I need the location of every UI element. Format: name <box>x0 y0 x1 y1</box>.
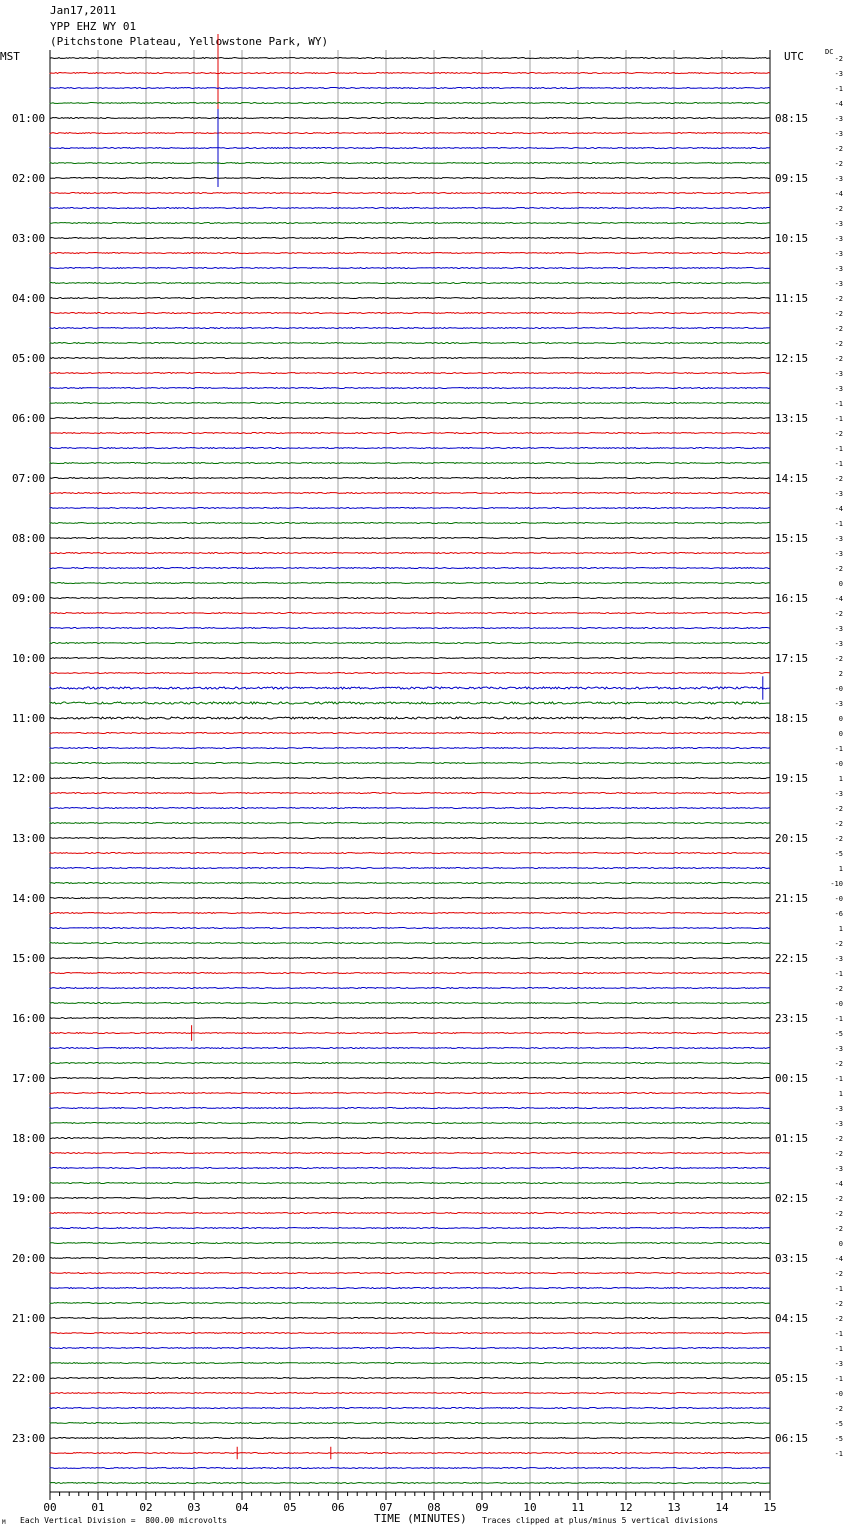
dc-offset-label: -5 <box>834 1420 843 1428</box>
mst-hour-label: 05:00 <box>12 352 46 365</box>
trace-line <box>50 628 770 629</box>
mst-hour-label: 04:00 <box>12 292 46 305</box>
utc-hour-label: 11:15 <box>775 292 809 305</box>
mst-hour-label: 07:00 <box>12 472 46 485</box>
trace-line <box>50 1258 770 1259</box>
trace-line <box>50 1453 770 1454</box>
mst-hour-label: 20:00 <box>12 1252 46 1265</box>
dc-offset-label: -5 <box>834 850 843 858</box>
dc-offset-label: -4 <box>834 505 843 513</box>
dc-offset-label: -4 <box>834 1180 843 1188</box>
mst-hour-label: 14:00 <box>12 892 46 905</box>
trace-line <box>50 238 770 239</box>
dc-offset-label: -2 <box>834 940 843 948</box>
trace-line <box>50 673 770 674</box>
utc-hour-label: 04:15 <box>775 1312 809 1325</box>
utc-hour-label: 22:15 <box>775 952 809 965</box>
trace-line <box>50 928 770 929</box>
dc-offset-label: -5 <box>834 1030 843 1038</box>
trace-line <box>50 1093 770 1094</box>
utc-hour-label: 14:15 <box>775 472 809 485</box>
x-tick-label: 03 <box>187 1501 201 1514</box>
trace-line <box>50 1468 770 1469</box>
dc-offset-label: -3 <box>834 265 843 273</box>
trace-line <box>50 103 770 104</box>
dc-offset-label: -3 <box>834 235 843 243</box>
x-tick-label: 15 <box>763 1501 777 1514</box>
trace-line <box>50 553 770 554</box>
dc-offset-label: -10 <box>830 880 843 888</box>
trace-line <box>50 463 770 464</box>
trace-line <box>50 988 770 989</box>
trace-line <box>50 223 770 224</box>
trace-line <box>50 568 770 569</box>
trace-line <box>50 687 770 689</box>
trace-line <box>50 1063 770 1064</box>
trace-line <box>50 1363 770 1364</box>
trace-line <box>50 1108 770 1109</box>
utc-hour-label: 06:15 <box>775 1432 809 1445</box>
dc-offset-label: -1 <box>834 1075 843 1083</box>
dc-offset-label: -2 <box>834 160 843 168</box>
trace-line <box>50 808 770 809</box>
dc-offset-label: -2 <box>834 610 843 618</box>
chart-date: Jan17,2011 <box>50 4 117 17</box>
dc-offset-label: -3 <box>834 700 843 708</box>
trace-line <box>50 118 770 119</box>
utc-hour-label: 10:15 <box>775 232 809 245</box>
trace-line <box>50 508 770 509</box>
mst-hour-label: 16:00 <box>12 1012 46 1025</box>
dc-offset-label: 0 <box>838 715 843 723</box>
trace-line <box>50 898 770 899</box>
trace-line <box>50 717 770 719</box>
trace-line <box>50 148 770 149</box>
mst-hour-label: 09:00 <box>12 592 46 605</box>
dc-offset-label: -1 <box>834 970 843 978</box>
dc-offset-label: -2 <box>834 1195 843 1203</box>
trace-line <box>50 598 770 599</box>
utc-hour-label: 01:15 <box>775 1132 809 1145</box>
trace-line <box>50 388 770 389</box>
x-tick-label: 04 <box>235 1501 249 1514</box>
trace-line <box>50 1333 770 1334</box>
chart-station: YPP EHZ WY 01 <box>50 20 137 33</box>
trace-line <box>50 208 770 209</box>
mst-hour-label: 12:00 <box>12 772 46 785</box>
trace-line <box>50 88 770 89</box>
trace-line <box>50 1048 770 1049</box>
dc-offset-label: -0 <box>834 1000 843 1008</box>
dc-offset-label: -3 <box>834 550 843 558</box>
utc-hour-label: 09:15 <box>775 172 809 185</box>
trace-line <box>50 328 770 329</box>
dc-offset-label: -1 <box>834 1345 843 1353</box>
utc-hour-label: 15:15 <box>775 532 809 545</box>
utc-hour-label: 21:15 <box>775 892 809 905</box>
dc-offset-label: -3 <box>834 175 843 183</box>
trace-line <box>50 193 770 194</box>
mst-hour-label: 03:00 <box>12 232 46 245</box>
utc-hour-label: 17:15 <box>775 652 809 665</box>
mst-hour-label: 08:00 <box>12 532 46 545</box>
dc-offset-label: -1 <box>834 520 843 528</box>
dc-offset-label: -2 <box>834 430 843 438</box>
x-tick-label: 01 <box>91 1501 105 1514</box>
trace-line <box>50 1213 770 1214</box>
dc-offset-label: -3 <box>834 220 843 228</box>
dc-offset-label: -2 <box>834 475 843 483</box>
utc-hour-label: 23:15 <box>775 1012 809 1025</box>
x-tick-label: 14 <box>715 1501 729 1514</box>
trace-line <box>50 1423 770 1424</box>
dc-offset-label: -3 <box>834 370 843 378</box>
dc-offset-label: -2 <box>834 55 843 63</box>
trace-line <box>50 658 770 659</box>
trace-line <box>50 1273 770 1274</box>
trace-line <box>50 1198 770 1199</box>
dc-offset-label: -2 <box>834 820 843 828</box>
trace-line <box>50 763 770 764</box>
dc-offset-label: -2 <box>834 805 843 813</box>
x-tick-label: 02 <box>139 1501 153 1514</box>
trace-line <box>50 1348 770 1349</box>
dc-offset-label: -2 <box>834 1135 843 1143</box>
x-tick-label: 05 <box>283 1501 297 1514</box>
trace-line <box>50 1033 770 1034</box>
utc-hour-label: 05:15 <box>775 1372 809 1385</box>
trace-line <box>50 403 770 404</box>
trace-line <box>50 343 770 344</box>
trace-line <box>50 1438 770 1439</box>
x-tick-label: 11 <box>571 1501 585 1514</box>
trace-line <box>50 958 770 959</box>
trace-line <box>50 823 770 824</box>
dc-offset-label: -3 <box>834 250 843 258</box>
utc-hour-label: 08:15 <box>775 112 809 125</box>
dc-offset-label: -1 <box>834 445 843 453</box>
trace-line <box>50 733 770 734</box>
trace-line <box>50 853 770 854</box>
dc-offset-label: -2 <box>834 1270 843 1278</box>
dc-offset-label: -2 <box>834 1405 843 1413</box>
dc-offset-label: 1 <box>838 865 843 873</box>
dc-offset-label: -2 <box>834 295 843 303</box>
mst-hour-label: 19:00 <box>12 1192 46 1205</box>
x-tick-label: 07 <box>379 1501 393 1514</box>
dc-offset-label: -1 <box>834 745 843 753</box>
chart-location: (Pitchstone Plateau, Yellowstone Park, WY) <box>50 35 329 48</box>
dc-offset-label: -2 <box>834 1300 843 1308</box>
dc-offset-label: -4 <box>834 190 843 198</box>
trace-line <box>50 313 770 314</box>
dc-offset-label: -4 <box>834 595 843 603</box>
dc-offset-label: -3 <box>834 385 843 393</box>
dc-offset-label: -1 <box>834 400 843 408</box>
trace-line <box>50 268 770 269</box>
dc-offset-label: -1 <box>834 1330 843 1338</box>
dc-offset-label: -3 <box>834 115 843 123</box>
dc-offset-label: -1 <box>834 1450 843 1458</box>
dc-offset-label: -3 <box>834 130 843 138</box>
dc-offset-label: -3 <box>834 1045 843 1053</box>
mst-hour-label: 15:00 <box>12 952 46 965</box>
scale-note: Each Vertical Division = 800.00 microvolts <box>20 1516 228 1525</box>
utc-hour-label: 02:15 <box>775 1192 809 1205</box>
trace-line <box>50 1378 770 1379</box>
clip-note: Traces clipped at plus/minus 5 vertical divisions <box>482 1516 719 1525</box>
x-tick-label: 09 <box>475 1501 489 1514</box>
dc-offset-label: -2 <box>834 985 843 993</box>
trace-line <box>50 1288 770 1289</box>
dc-offset-label: 1 <box>838 775 843 783</box>
dc-offset-label: -1 <box>834 1375 843 1383</box>
trace-line <box>50 838 770 839</box>
trace-line <box>50 1483 770 1484</box>
trace-line <box>50 1408 770 1409</box>
dc-offset-label: -1 <box>834 460 843 468</box>
trace-line <box>50 418 770 419</box>
dc-offset-label: -2 <box>834 145 843 153</box>
x-tick-label: 08 <box>427 1501 441 1514</box>
trace-line <box>50 1183 770 1184</box>
dc-offset-label: -2 <box>834 1225 843 1233</box>
trace-line <box>50 1018 770 1019</box>
dc-offset-label: -3 <box>834 535 843 543</box>
dc-offset-label: 0 <box>838 1240 843 1248</box>
mst-hour-label: 21:00 <box>12 1312 46 1325</box>
utc-hour-label: 13:15 <box>775 412 809 425</box>
dc-offset-label: -1 <box>834 415 843 423</box>
utc-hour-label: 20:15 <box>775 832 809 845</box>
trace-line <box>50 973 770 974</box>
trace-line <box>50 1003 770 1004</box>
trace-line <box>50 1228 770 1229</box>
dc-label: DC <box>825 48 834 56</box>
mst-hour-label: 17:00 <box>12 1072 46 1085</box>
dc-offset-label: -3 <box>834 1105 843 1113</box>
mst-hour-label: 11:00 <box>12 712 46 725</box>
trace-line <box>50 478 770 479</box>
footer-mark: M <box>2 1519 6 1526</box>
left-axis-label: MST <box>0 50 20 63</box>
trace-line <box>50 883 770 884</box>
trace-line <box>50 448 770 449</box>
mst-hour-label: 23:00 <box>12 1432 46 1445</box>
dc-offset-label: -6 <box>834 910 843 918</box>
trace-line <box>50 778 770 779</box>
dc-offset-label: -3 <box>834 70 843 78</box>
dc-offset-label: -4 <box>834 1255 843 1263</box>
dc-offset-label: -2 <box>834 355 843 363</box>
right-axis-label: UTC <box>784 50 804 63</box>
dc-offset-label: -2 <box>834 325 843 333</box>
x-axis-title: TIME (MINUTES) <box>374 1512 467 1525</box>
dc-offset-label: -1 <box>834 85 843 93</box>
dc-offset-label: -1 <box>834 1015 843 1023</box>
dc-offset-label: -2 <box>834 1150 843 1158</box>
trace-line <box>50 373 770 374</box>
trace-line <box>50 133 770 134</box>
dc-offset-label: -3 <box>834 625 843 633</box>
x-tick-label: 12 <box>619 1501 633 1514</box>
trace-line <box>50 1153 770 1154</box>
dc-offset-label: -1 <box>834 1285 843 1293</box>
dc-offset-label: -2 <box>834 310 843 318</box>
mst-hour-label: 06:00 <box>12 412 46 425</box>
trace-line <box>50 298 770 299</box>
trace-line <box>50 523 770 524</box>
trace-line <box>50 913 770 914</box>
utc-hour-label: 18:15 <box>775 712 809 725</box>
trace-line <box>50 943 770 944</box>
dc-offset-label: -2 <box>834 655 843 663</box>
trace-line <box>50 643 770 644</box>
trace-line <box>50 1243 770 1244</box>
trace-line <box>50 1303 770 1304</box>
trace-line <box>50 163 770 164</box>
trace-line <box>50 493 770 494</box>
dc-offset-label: -3 <box>834 1165 843 1173</box>
mst-hour-label: 01:00 <box>12 112 46 125</box>
dc-offset-label: -3 <box>834 280 843 288</box>
x-tick-label: 10 <box>523 1501 537 1514</box>
trace-line <box>50 613 770 614</box>
dc-offset-label: -5 <box>834 1435 843 1443</box>
trace-line <box>50 1168 770 1169</box>
dc-offset-label: 2 <box>838 670 843 678</box>
utc-hour-label: 03:15 <box>775 1252 809 1265</box>
utc-hour-label: 19:15 <box>775 772 809 785</box>
trace-line <box>50 358 770 359</box>
dc-offset-label: -2 <box>834 1060 843 1068</box>
dc-offset-label: -0 <box>834 895 843 903</box>
trace-line <box>50 73 770 74</box>
trace-line <box>50 1318 770 1319</box>
mst-hour-label: 18:00 <box>12 1132 46 1145</box>
trace-line <box>50 1138 770 1139</box>
mst-hour-label: 13:00 <box>12 832 46 845</box>
dc-offset-label: 1 <box>838 1090 843 1098</box>
x-tick-label: 00 <box>43 1501 57 1514</box>
dc-offset-label: -2 <box>834 835 843 843</box>
x-tick-label: 13 <box>667 1501 681 1514</box>
dc-offset-label: -3 <box>834 1120 843 1128</box>
dc-offset-label: -4 <box>834 100 843 108</box>
dc-offset-label: -2 <box>834 565 843 573</box>
trace-line <box>50 868 770 869</box>
trace-line <box>50 702 770 704</box>
x-tick-label: 06 <box>331 1501 345 1514</box>
utc-hour-label: 12:15 <box>775 352 809 365</box>
trace-line <box>50 538 770 539</box>
trace-line <box>50 583 770 584</box>
dc-offset-label: -3 <box>834 790 843 798</box>
trace-line <box>50 253 770 254</box>
dc-offset-label: -3 <box>834 955 843 963</box>
dc-offset-label: 1 <box>838 925 843 933</box>
trace-line <box>50 283 770 284</box>
dc-offset-label: -0 <box>834 760 843 768</box>
utc-hour-label: 16:15 <box>775 592 809 605</box>
dc-offset-label: 0 <box>838 580 843 588</box>
mst-hour-label: 02:00 <box>12 172 46 185</box>
dc-offset-label: -2 <box>834 1210 843 1218</box>
trace-line <box>50 433 770 434</box>
mst-hour-label: 22:00 <box>12 1372 46 1385</box>
trace-line <box>50 748 770 749</box>
dc-offset-label: -3 <box>834 1360 843 1368</box>
dc-offset-label: -3 <box>834 640 843 648</box>
trace-line <box>50 58 770 59</box>
dc-offset-label: -2 <box>834 205 843 213</box>
dc-offset-label: -2 <box>834 340 843 348</box>
dc-offset-label: -3 <box>834 490 843 498</box>
trace-line <box>50 793 770 794</box>
dc-offset-label: -0 <box>834 1390 843 1398</box>
utc-hour-label: 00:15 <box>775 1072 809 1085</box>
trace-line <box>50 1123 770 1124</box>
dc-offset-label: -0 <box>834 685 843 693</box>
dc-offset-label: -2 <box>834 1315 843 1323</box>
mst-hour-label: 10:00 <box>12 652 46 665</box>
trace-line <box>50 178 770 179</box>
trace-line <box>50 1393 770 1394</box>
trace-line <box>50 1078 770 1079</box>
dc-offset-label: 0 <box>838 730 843 738</box>
